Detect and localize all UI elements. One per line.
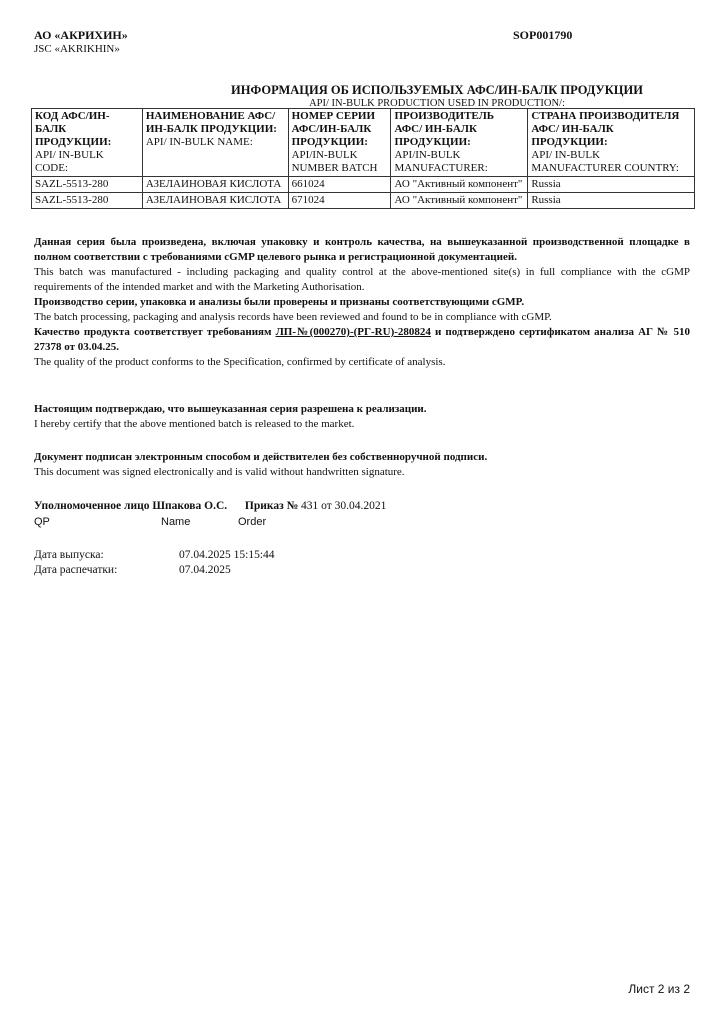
title-ru: ИНФОРМАЦИЯ ОБ ИСПОЛЬЗУЕМЫХ АФС/ИН-БАЛК ПРОДУКЦИИ [231, 83, 643, 97]
release-statement-ru: Настоящим подтверждаю, что вышеуказанная серия разрешена к реализации. [34, 403, 427, 415]
col-header-country: СТРАНА ПРОИЗВОДИТЕЛЯ АФС/ ИН-БАЛК ПРОДУКЦИИ: API/ IN-BULK MANUFACTURER COUNTRY: [528, 109, 695, 177]
table-header-row [32, 109, 695, 177]
signatory-line [34, 500, 386, 512]
document-title [0, 83, 724, 109]
release-statement-en: I hereby certify that the above mentioned batch is released to the market. [34, 418, 355, 430]
api-table [31, 108, 695, 209]
cell-batch: 661024 [288, 177, 391, 193]
issue-date-value: 07.04.2025 15:15:44 [179, 549, 275, 561]
page-number: Лист 2 из 2 [628, 982, 690, 996]
signatory-ru: Уполномоченное лицо Шпакова О.С. [34, 500, 228, 512]
print-date-label: Дата распечатки: [34, 564, 118, 576]
esign-statement-ru: Документ подписан электронным способом и действителен без собственноручной подписи. [34, 451, 488, 463]
col-header-manufacturer: ПРОИЗВОДИТЕЛЬ АФС/ ИН-БАЛК ПРОДУКЦИИ: API/IN-BULK MANUFACTURER: [391, 109, 528, 177]
quality-statement-ru: Качество продукта соответствует требованиям ЛП-№(000270)-(РГ-RU)-280824 и подтверждено сертификатом анализа АГ № 510 27378 от 03.04.25. [34, 326, 690, 353]
release-statement [34, 402, 690, 432]
reviewed-statement-en: The batch processing, packaging and analysis records have been reviewed and found to be in compliance with cGMP. [34, 311, 552, 323]
manufactured-statement-ru: Данная серия была произведена, включая упаковку и контроль качества, на вышеуказанной производственной площадке в полном соответствии с требованиями cGMP целевого рынка и регистрационной документацией. [34, 236, 690, 263]
order-value: 431 от 30.04.2021 [298, 500, 387, 512]
cell-code: SAZL-5513-280 [32, 193, 143, 209]
print-date-value: 07.04.2025 [179, 564, 231, 576]
col-header-name: НАИМЕНОВАНИЕ АФС/ИН-БАЛК ПРОДУКЦИИ: API/ IN-BULK NAME: [142, 109, 288, 177]
esign-statement [34, 450, 690, 480]
table-row [32, 177, 695, 193]
manufactured-statement-en: This batch was manufactured - including packaging and quality control at the above-mentioned site(s) in full compliance with the cGMP requirements of the intended market and with the Marketing Authorisation. [34, 266, 690, 293]
order-label: Order [238, 516, 267, 528]
document-code: SOP001790 [513, 28, 573, 42]
quality-statement-en: The quality of the product conforms to the Specification, confirmed by certificate of analysis. [34, 356, 446, 368]
col-header-code: КОД АФС/ИН-БАЛК ПРОДУКЦИИ: API/ IN-BULK CODE: [32, 109, 143, 177]
order-ru-label: Приказ № [244, 500, 299, 512]
issue-date-label: Дата выпуска: [34, 549, 104, 561]
cell-manufacturer: АО "Активный компонент" [391, 177, 528, 193]
col-header-batch: НОМЕР СЕРИИ АФС/ИН-БАЛК ПРОДУКЦИИ: API/IN-BULK NUMBER BATCH [288, 109, 391, 177]
cell-batch: 671024 [288, 193, 391, 209]
table-row [32, 193, 695, 209]
cell-name: АЗЕЛАИНОВАЯ КИСЛОТА [142, 193, 288, 209]
reviewed-statement-ru: Производство серии, упаковка и анализы были проверены и признаны соответствующими cGMP. [34, 296, 525, 308]
cell-manufacturer: АО "Активный компонент" [391, 193, 528, 209]
company-name-ru: АО «АКРИХИН» [34, 28, 128, 42]
cell-name: АЗЕЛАИНОВАЯ КИСЛОТА [142, 177, 288, 193]
qp-label: QP [34, 516, 50, 528]
company-name-en: JSC «AKRIKHIN» [34, 43, 120, 55]
compliance-statements [34, 235, 690, 370]
esign-statement-en: This document was signed electronically and is valid without handwritten signature. [34, 466, 405, 478]
specification-link: ЛП-№(000270)-(РГ-RU)-280824 [275, 326, 431, 338]
cell-code: SAZL-5513-280 [32, 177, 143, 193]
cell-country: Russia [528, 177, 695, 193]
title-en: API/ IN-BULK PRODUCTION USED IN PRODUCTION/: [309, 98, 565, 109]
name-label: Name [161, 516, 191, 528]
cell-country: Russia [528, 193, 695, 209]
